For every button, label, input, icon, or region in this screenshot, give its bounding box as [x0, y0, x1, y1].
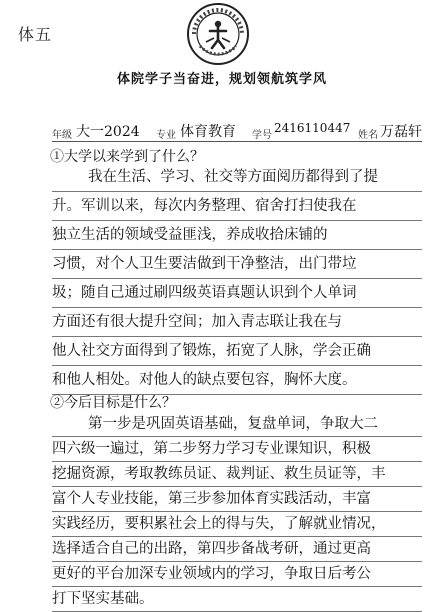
name-value: 万磊轩	[380, 124, 422, 140]
answer-1-line: 他人社交方面得到了锻炼，拓宽了人脉，学会正确	[52, 337, 422, 366]
id-value: 2416110447	[274, 121, 351, 135]
motto-title: 体院学子当奋进，规划领航筑学风	[116, 72, 327, 87]
answer-2-line: 选择适合自己的出路，第四步备战考研，通过更高	[52, 537, 422, 562]
corner-note: 体五	[18, 25, 53, 44]
school-seal-logo	[186, 2, 250, 66]
answer-2-line: 打下坚实基础。	[52, 587, 422, 612]
answer-1-line: 圾；随自己通过刷四级英语真题认识到个人单词	[52, 279, 422, 308]
question-1: ①大学以来学到了什么？	[50, 149, 204, 165]
info-underline	[52, 141, 422, 142]
question-2: ②今后目标是什么？	[50, 395, 176, 411]
grade-value: 大一2024	[76, 124, 140, 140]
answer-2-line: 富个人专业技能，第三步参加体育实践活动，丰富	[52, 487, 422, 512]
answer-1-line: 方面还有很大提升空间；加入青志联让我在与	[52, 308, 422, 337]
grade-label: 年级	[52, 130, 72, 141]
answer-1-line: 和他人相处。对他人的缺点要包容，胸怀大度。	[52, 366, 422, 395]
answer-2-line: 挖掘资源，考取教练员证、裁判证、救生员证等，丰	[52, 462, 422, 487]
major-label: 专业	[156, 130, 176, 141]
answer-2-line: 实践经历，要积累社会上的得与失，了解就业情况，	[52, 512, 422, 537]
answer-1-line: 习惯，对个人卫生要洁做到干净整洁，出门带垃	[52, 250, 422, 279]
answer-2-line: 四六级一遍过，第二步努力学习专业课知识，积极	[52, 437, 422, 462]
answer-1-block	[52, 163, 422, 395]
answer-1-line: 我在生活、学习、社交等方面阅历都得到了提	[52, 163, 422, 192]
major-value: 体育教育	[180, 124, 236, 140]
answer-2-line: 更好的平台加深专业领域内的学习，争取日后考公	[52, 562, 422, 587]
answer-1-line: 独立生活的领域受益匪浅，养成收拾床铺的	[52, 221, 422, 250]
id-label: 学号	[252, 130, 272, 141]
answer-2-line: 第一步是巩固英语基础，复盘单词，争取大二	[52, 412, 422, 437]
answer-2-block	[52, 412, 422, 612]
answer-1-line: 升。军训以来，每次内务整理、宿舍打扫使我在	[52, 192, 422, 221]
name-label: 姓名	[358, 130, 378, 141]
